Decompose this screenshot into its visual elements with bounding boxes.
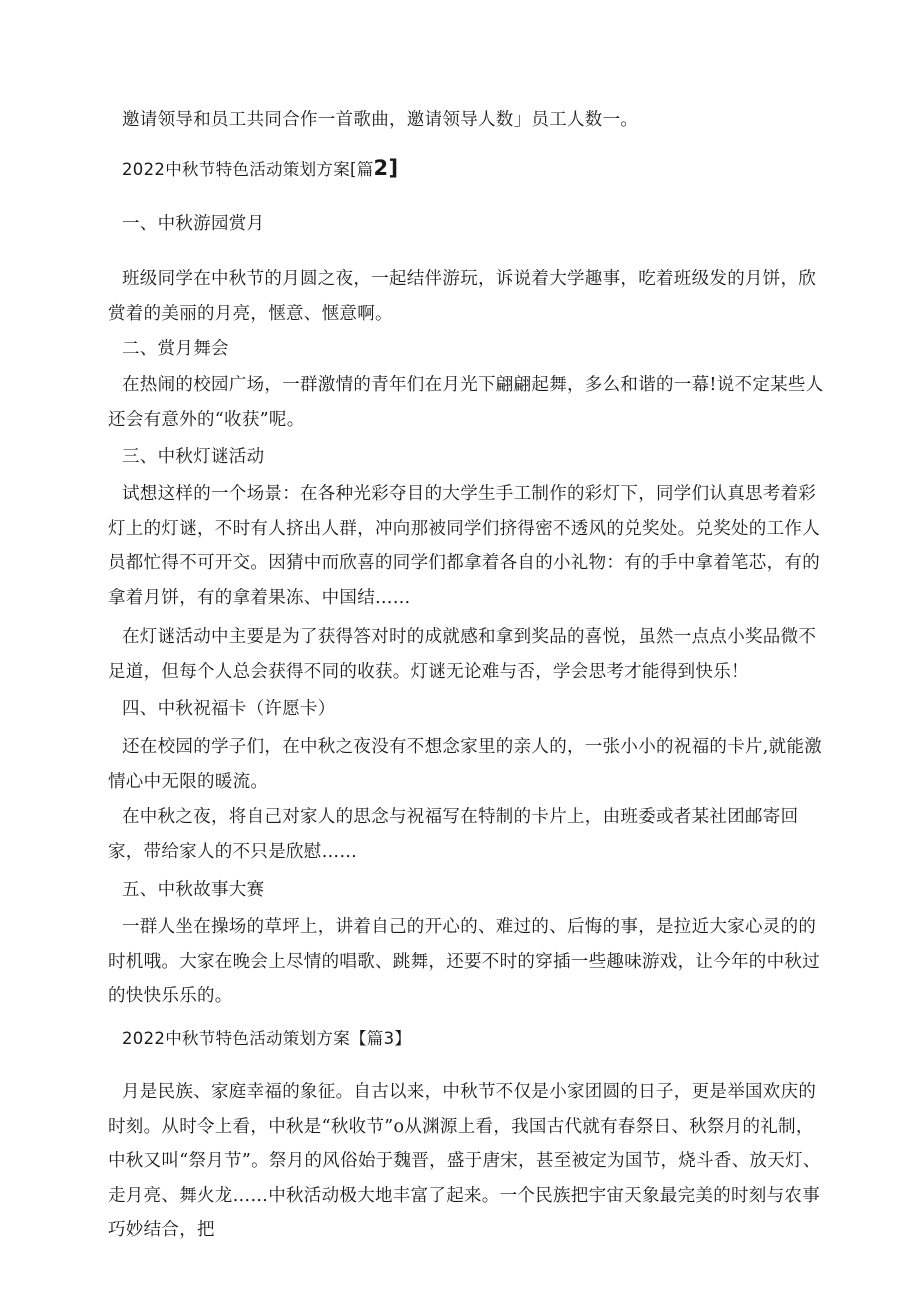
section-title-4: 四、中秋祝福卡（许愿卡） xyxy=(122,699,336,719)
section-title-2: 二、赏月舞会 xyxy=(122,339,229,359)
paragraph-2: 在热闹的校园广场，一群激情的青年们在月光下翩翩起舞，多么和谐的一幕!说不定某些人还会有意外的“收获”呢。 xyxy=(108,375,824,430)
heading-part-2-text: 2022中秋节特色活动策划方案[篇 xyxy=(122,160,374,179)
heading-part-2 xyxy=(108,151,824,188)
paragraph-1: 班级同学在中秋节的月圆之夜，一起结伴游玩，诉说着大学趣事，吃着班级发的月饼，欣赏着的美丽的月亮，惬意、惬意啊。 xyxy=(108,269,817,324)
section-title-3: 三、中秋灯谜活动 xyxy=(122,447,265,467)
heading-part-3: 2022中秋节特色活动策划方案【篇3】 xyxy=(122,1029,412,1048)
section-title-5: 五、中秋故事大赛 xyxy=(122,880,265,900)
paragraph-7: 一群人坐在操场的草坪上，讲着自己的开心的、难过的、后悔的事，是拉近大家心灵的的时机哦。大家在晚会上尽情的唱歌、跳舞，还要不时的穿插一些趣味游戏，让今年的中秋过的快快乐乐的。 xyxy=(108,917,820,1006)
paragraph-4: 在灯谜活动中主要是为了获得答对时的成就感和拿到奖品的喜悦，虽然一点点小奖品微不足道，但每个人总会获得不同的收获。灯谜无论难与否，学会思考才能得到快乐！ xyxy=(108,627,817,682)
heading-part-2-number: 2] xyxy=(373,156,399,180)
paragraph-8: 月是民族、家庭幸福的象征。自古以来，中秋节不仅是小家团圆的日子，更是举国欢庆的时刻。从时令上看，中秋是“秋收节”o从渊源上看，我国古代就有春祭日、秋祭月的礼制，中秋又叫“祭月节”。祭月的风俗始于魏晋，盛于唐宋，甚至被定为国节，烧斗香、放天灯、走月亮、舞火龙……中秋活动极大地丰富了起来。一个民族把宇宙天象最完美的时刻与农事巧妙结合，把 xyxy=(108,1082,821,1240)
paragraph-3: 试想这样的一个场景：在各种光彩夺目的大学生手工制作的彩灯下，同学们认真思考着彩灯上的灯谜，不时有人挤出人群，冲向那被同学们挤得密不透风的兑奖处。兑奖处的工作人员都忙得不可开交。因猜中而欣喜的同学们都拿着各自的小礼物：有的手中拿着笔芯，有的拿着月饼，有的拿着果冻、中国结…… xyxy=(108,484,820,608)
paragraph-6: 在中秋之夜，将自己对家人的思念与祝福写在特制的卡片上，由班委或者某社团邮寄回家，带给家人的不只是欣慰…… xyxy=(108,807,799,862)
paragraph-5: 还在校园的学子们，在中秋之夜没有不想念家里的亲人的，一张小小的祝福的卡片,就能激情心中无限的暖流。 xyxy=(108,737,823,792)
section-title-1: 一、中秋游园赏月 xyxy=(122,214,265,234)
paragraph-invitation: 邀请领导和员工共同合作一首歌曲，邀请领导人数」员工人数一。 xyxy=(122,110,639,130)
